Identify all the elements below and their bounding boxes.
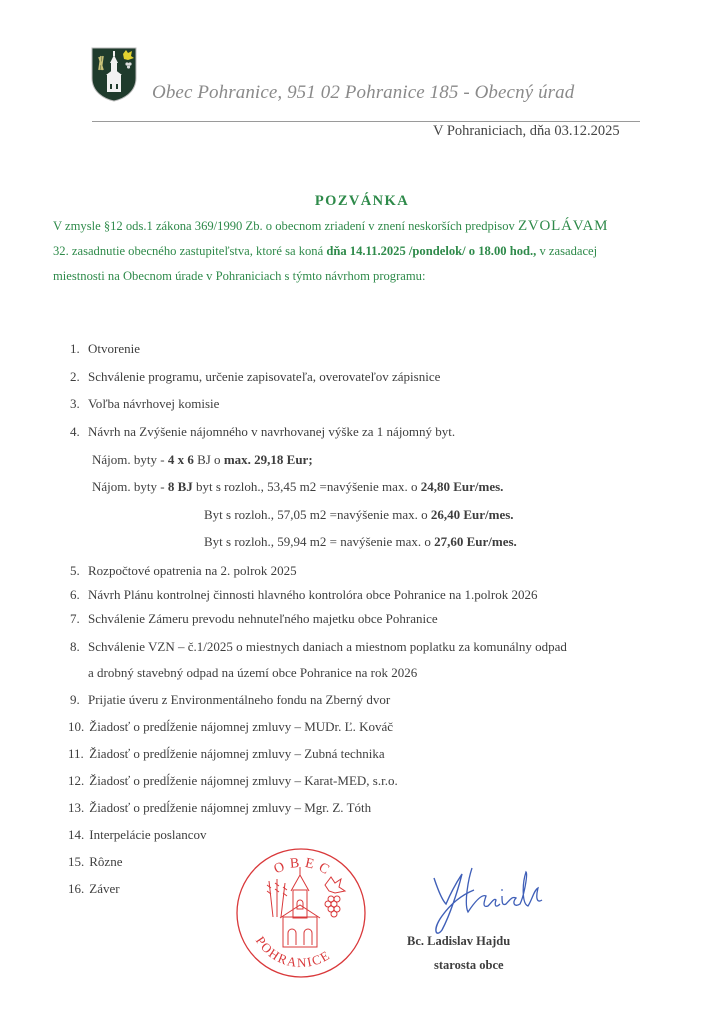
agenda-item: 2. Schválenie programu, určenie zapisovateľa, overovateľov zápisnice	[70, 369, 441, 384]
agenda-item: 4. Návrh na Zvýšenie nájomného v navrhovanej výške za 1 nájomný byt.	[70, 424, 456, 439]
agenda-item: 10. Žiadosť o predĺženie nájomnej zmluvy – MUDr. Ľ. Kováč	[68, 719, 394, 734]
agenda-item: 16. Záver	[68, 881, 120, 896]
rent-detail-row: Byt s rozloh., 57,05 m2 =navýšenie max. o 26,40 Eur/mes.	[204, 507, 514, 522]
signer-role: starosta obce	[434, 958, 504, 972]
municipal-coat-of-arms-icon	[90, 46, 138, 102]
intro-line-1: V zmysle §12 ods.1 zákona 369/1990 Zb. o obecnom zriadení v znení neskorších predpisov ZVOLÁVAM	[53, 218, 609, 234]
agenda-item: 7. Schválenie Zámeru prevodu nehnuteľného majetku obce Pohranice	[70, 611, 438, 626]
agenda-item: 6. Návrh Plánu kontrolnej činnosti hlavného kontrolóra obce Pohranice na 1.polrok 2026	[70, 587, 538, 602]
agenda-item: 1. Otvorenie	[70, 341, 140, 356]
agenda-item: 8. Schválenie VZN – č.1/2025 o miestnych daniach a miestnom poplatku za komunálny odpad	[70, 639, 567, 654]
official-stamp	[233, 845, 369, 981]
svg-text:OBEC	[272, 856, 336, 881]
document-date: V Pohraniciach, dňa 03.12.2025	[433, 123, 620, 139]
agenda-item: 12. Žiadosť o predĺženie nájomnej zmluvy – Karat-MED, s.r.o.	[68, 773, 398, 788]
agenda-item: 3. Voľba návrhovej komisie	[70, 396, 220, 411]
agenda-item: 9. Prijatie úveru z Environmentálneho fondu na Zberný dvor	[70, 692, 391, 707]
document-title: POZVÁNKA	[314, 193, 410, 209]
rent-detail-row: Nájom. byty - 8 BJ byt s rozloh., 53,45 m2 =navýšenie max. o 24,80 Eur/mes.	[92, 479, 504, 494]
agenda-item: 5. Rozpočtové opatrenia na 2. polrok 2025	[70, 563, 297, 578]
convene-emphasis: ZVOLÁVAM	[517, 218, 609, 234]
agenda-item-continuation: a drobný stavebný odpad na území obce Pohranice na rok 2026	[88, 665, 418, 680]
agenda-item: 13. Žiadosť o predĺženie nájomnej zmluvy – Mgr. Z. Tóth	[68, 800, 372, 815]
stamp-top-text: OBEC	[271, 855, 336, 881]
signature-scribble	[428, 860, 578, 940]
intro-line-2: 32. zasadnutie obecného zastupiteľstva, ktoré sa koná dňa 14.11.2025 /pondelok/ o 18.00 hod., v zasadacej	[53, 244, 598, 258]
meeting-datetime: dňa 14.11.2025 /pondelok/ o 18.00 hod.,	[326, 244, 537, 258]
svg-text:POHRANICE	[253, 934, 333, 971]
rent-detail-row: Nájom. byty - 4 x 6 BJ o max. 29,18 Eur;	[92, 452, 313, 467]
stamp-bottom-text: POHRANICE	[252, 933, 334, 971]
rent-detail-row: Byt s rozloh., 59,94 m2 = navýšenie max. o 27,60 Eur/mes.	[204, 534, 517, 549]
letterhead-address: Obec Pohranice, 951 02 Pohranice 185 - Obecný úrad	[152, 82, 575, 103]
header-divider	[92, 121, 640, 122]
intro-paragraph	[53, 214, 675, 289]
signer-name: Bc. Ladislav Hajdu	[407, 934, 511, 948]
agenda-item: 14. Interpelácie poslancov	[68, 827, 207, 842]
intro-line-3: miestnosti na Obecnom úrade v Pohraniciach s týmto návrhom programu:	[53, 269, 426, 283]
agenda-item: 15. Rôzne	[68, 854, 123, 869]
agenda-item: 11. Žiadosť o predĺženie nájomnej zmluvy – Zubná technika	[68, 746, 385, 761]
